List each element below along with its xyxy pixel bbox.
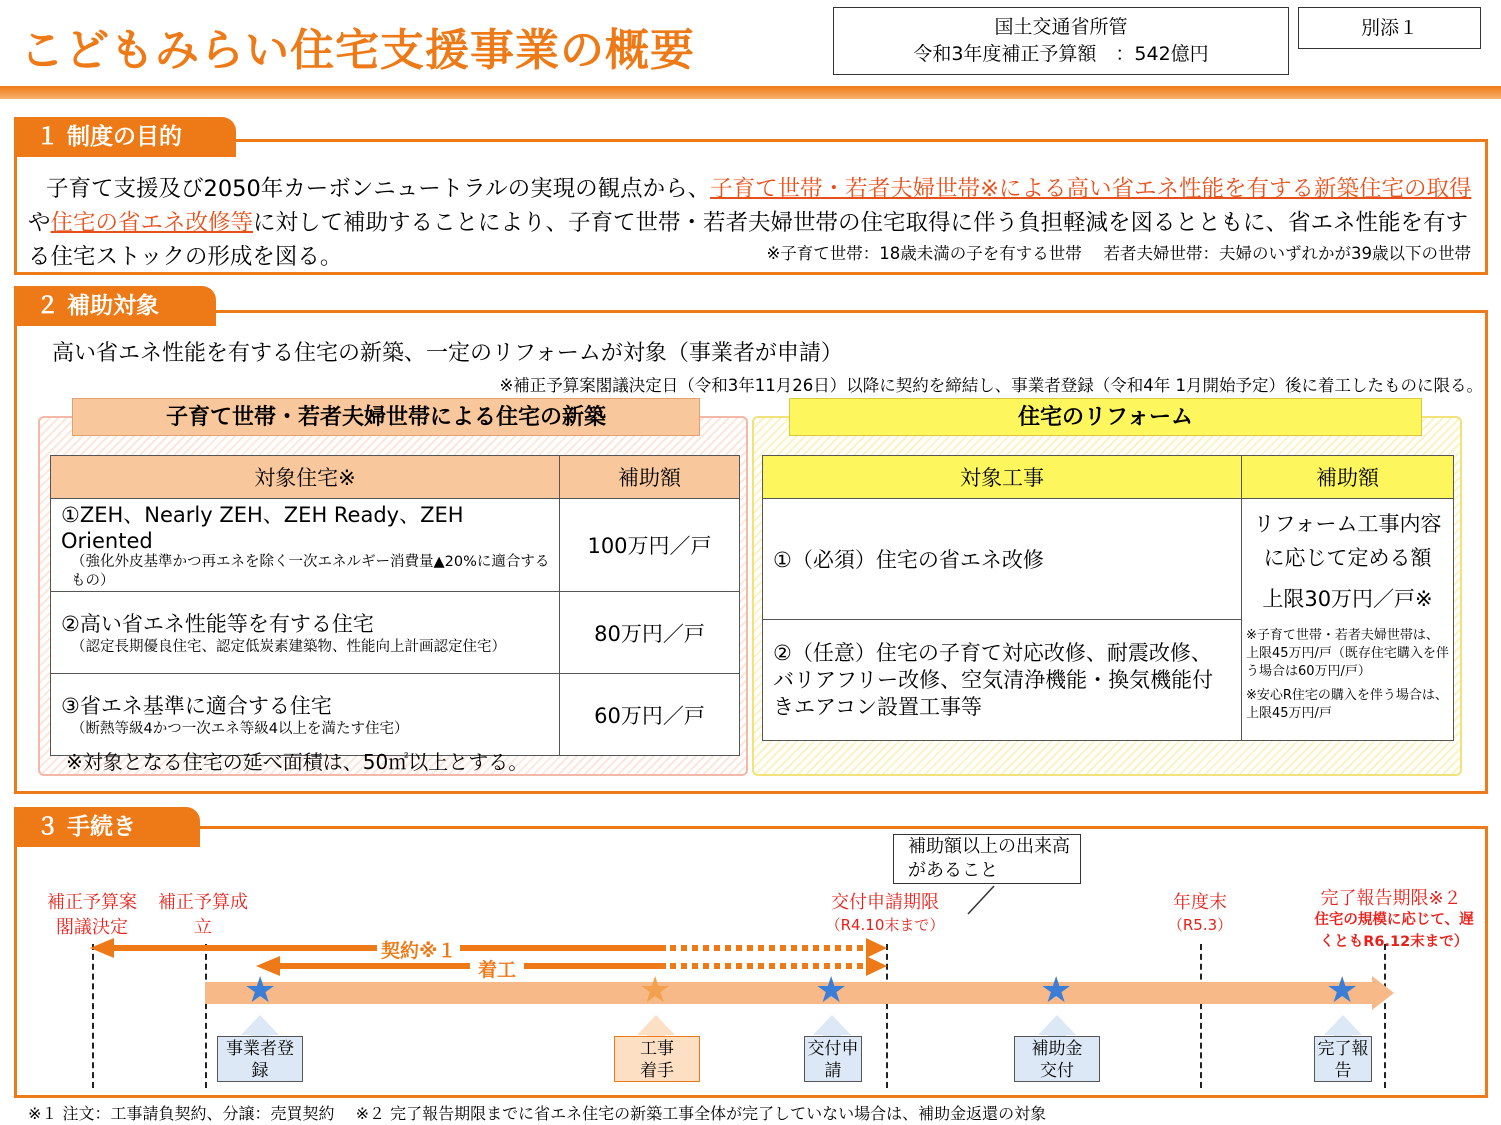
ministry-label: 国土交通省所管	[994, 16, 1128, 38]
section-target-heading: ２ 補助対象	[14, 286, 216, 326]
newbuild-footnote: ※対象となる住宅の延べ面積は、50㎡以上とする。	[66, 750, 529, 774]
milestone-report-sub: 住宅の規模に応じて、遅くともR6.12末まで）	[1314, 912, 1474, 950]
contract-label: 契約※１	[377, 936, 460, 963]
table-row	[51, 674, 740, 756]
section-purpose-heading: １ 制度の目的	[14, 117, 236, 157]
reform-heading: 住宅のリフォーム	[789, 398, 1422, 436]
table-row	[51, 592, 740, 674]
timeline-arrows	[0, 930, 1501, 1050]
newbuild-row2-sub: （認定長期優良住宅、認定低炭素建築物、性能向上計画認定住宅）	[71, 639, 506, 655]
reform-row1: ①（必須）住宅の省エネ改修	[763, 499, 1242, 620]
arrow-up-icon	[1038, 1015, 1076, 1035]
step-grant: 補助金交付	[1014, 1036, 1100, 1082]
target-summary: 高い省エネ性能を有する住宅の新築、一定のリフォームが対象（事業者が申請）	[52, 341, 843, 366]
reform-col-work: 対象工事	[763, 456, 1242, 499]
reform-col-amount: 補助額	[1242, 456, 1454, 499]
page-title: こどもみらい住宅支援事業の概要	[20, 25, 695, 76]
milestone-deadline: 交付申請期限	[831, 892, 939, 913]
newbuild-row2-main: ②高い省エネ性能等を有する住宅	[61, 612, 374, 636]
arrow-up-icon	[637, 1015, 675, 1035]
star-icon: ★	[1326, 970, 1359, 1011]
reform-table	[762, 455, 1454, 741]
callout-box: 補助額以上の出来高があること	[893, 834, 1081, 884]
purpose-text-a: 子育て支援及び2050年カーボンニュートラルの実現の観点から、	[46, 176, 711, 202]
purpose-highlight-reform: 住宅の省エネ改修等	[50, 210, 254, 236]
section-procedure-heading: ３ 手続き	[14, 807, 200, 847]
purpose-text-c: や	[28, 210, 51, 236]
reform-amount-cap: 上限30万円／戸※	[1262, 587, 1433, 611]
newbuild-col-target: 対象住宅※	[51, 456, 560, 499]
milestone-deadline-date: （R4.10末まで）	[825, 916, 945, 934]
reform-amount-main: リフォーム工事内容に応じて定める額	[1253, 512, 1442, 570]
milestone-report: 完了報告期限※２	[1320, 888, 1462, 909]
construction-arrow	[256, 956, 887, 976]
procedure-footnote: ※１ 注文：工事請負契約、分譲：売買契約 ※２ 完了報告期限までに省エネ住宅の新築工事全体が完了していない場合は、補助金返還の対象	[28, 1104, 1047, 1123]
newbuild-row2-amount: 80万円／戸	[560, 592, 740, 674]
budget-box	[833, 7, 1289, 75]
table-row	[51, 499, 740, 592]
table-row	[763, 499, 1454, 620]
arrow-up-icon	[1324, 1015, 1362, 1035]
callout-pointer	[960, 884, 1000, 918]
star-icon: ★	[244, 970, 277, 1011]
milestone-fiscal-end: 年度末	[1173, 892, 1227, 913]
arrow-up-icon	[813, 1015, 851, 1035]
budget-amount: 令和3年度補正予算額 ：542億円	[913, 43, 1209, 65]
step-construction-start: 工事着手	[614, 1036, 700, 1082]
purpose-note: ※子育て世帯：18歳未満の子を有する世帯 若者夫婦世帯：夫婦のいずれかが39歳以下の世帯	[766, 244, 1471, 263]
newbuild-row1-amount: 100万円／戸	[560, 499, 740, 592]
reform-amount-note1: ※子育て世帯・若者夫婦世帯は、上限45万円/戸（既存住宅購入を伴う場合は60万円/戸）	[1246, 628, 1449, 679]
arrow-up-icon	[241, 1015, 279, 1035]
milestone-fiscal-end-date: （R5.3）	[1167, 916, 1233, 934]
target-note: ※補正予算案閣議決定日（令和3年11月26日）以降に契約を締結し、事業者登録（令和4年 1月開始予定）後に着工したものに限る。	[499, 376, 1483, 395]
star-icon: ★	[639, 970, 672, 1011]
newbuild-row1-main: ①ZEH、Nearly ZEH、ZEH Ready、ZEH Oriented	[61, 503, 464, 553]
newbuild-table	[50, 455, 740, 756]
header-divider	[0, 86, 1501, 99]
reform-amount-cell	[1242, 499, 1454, 741]
purpose-highlight-newbuild: 子育て世帯・若者夫婦世帯※による高い省エネ性能を有する新築住宅の取得	[710, 176, 1472, 202]
main-timeline-bar	[205, 976, 1394, 1010]
newbuild-row1-sub: （強化外皮基準かつ再エネを除く一次エネルギー消費量▲20%に適合するもの）	[71, 554, 550, 589]
reform-amount-note2: ※安心R住宅の購入を伴う場合は、上限45万円/戸	[1246, 688, 1448, 721]
attachment-label: 別添１	[1298, 7, 1481, 49]
step-registration: 事業者登録	[217, 1036, 303, 1082]
step-application: 交付申請	[804, 1036, 862, 1082]
star-icon: ★	[815, 970, 848, 1011]
star-icon: ★	[1040, 970, 1073, 1011]
milestone-enacted: 補正予算成立	[158, 892, 248, 938]
newbuild-heading: 子育て世帯・若者夫婦世帯による住宅の新築	[72, 398, 700, 436]
construction-label: 着工	[470, 955, 524, 982]
newbuild-col-amount: 補助額	[560, 456, 740, 499]
newbuild-row3-amount: 60万円／戸	[560, 674, 740, 756]
newbuild-row3-main: ③省エネ基準に適合する住宅	[61, 694, 332, 718]
milestone-cabinet: 補正予算案閣議決定	[47, 892, 137, 938]
reform-row2: ②（任意）住宅の子育て対応改修、耐震改修、バリアフリー改修、空気清浄機能・換気機能付きエアコン設置工事等	[763, 620, 1242, 741]
newbuild-row3-sub: （断熱等級4かつ一次エネ等級4以上を満たす住宅）	[71, 721, 409, 737]
purpose-text-e: に対して補助することにより、子育て世帯・若者夫婦世帯の住宅取得に伴う負担軽減を図るとともに、省エネ性能を有する住宅ストックの形成を図る。	[28, 210, 1469, 270]
step-report: 完了報告	[1314, 1036, 1372, 1082]
